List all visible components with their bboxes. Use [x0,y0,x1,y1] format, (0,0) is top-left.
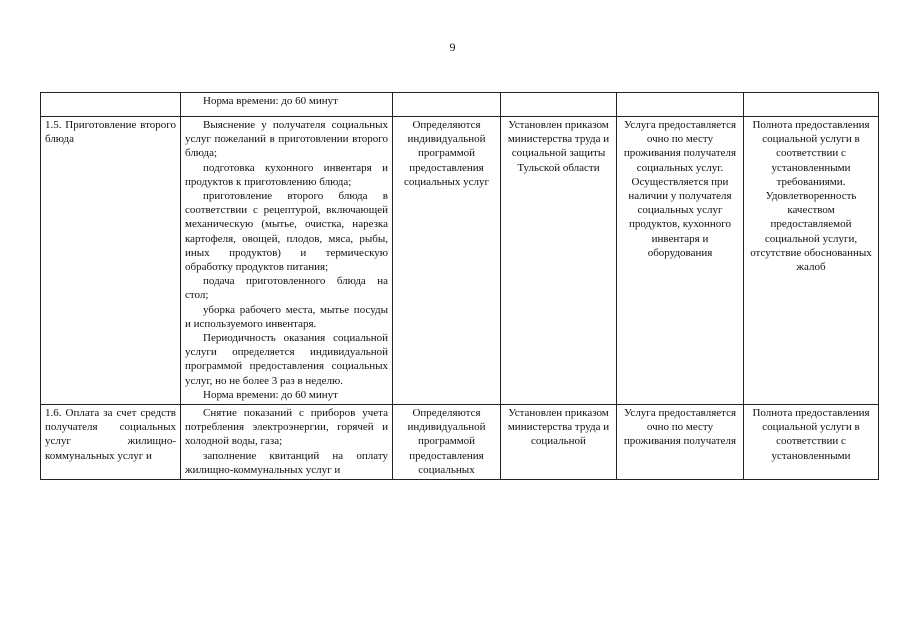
service-conditions: Услуга предоставляется очно по месту проживания получателя [617,405,744,480]
service-quality: Полнота предоставления социальной услуги в соответствии с установленными [744,405,879,480]
service-tariff: Установлен приказом министерства труда и социальной [501,405,617,480]
service-tariff: Установлен приказом министерства труда и социальной защиты Тульской области [501,117,617,405]
service-description [181,117,393,405]
cell-empty [744,93,879,117]
cell-norm [181,93,393,117]
table-row-1-5 [41,117,879,405]
description-paragraph: Периодичность оказания социальной услуги определяется индивидуальной программой предоставления социальных услуг, но не более 3 раз в неделю. [185,332,388,387]
service-conditions: Услуга предоставляется очно по месту проживания получателя социальных услуг. Осуществляется при наличии у получателя социальных услуг продуктов, кухонного инвентаря и оборудования [617,117,744,405]
norm-text: Норма времени: до 60 минут [203,95,338,107]
description-paragraph: подача приготовленного блюда на стол; [185,275,388,302]
description-paragraph: подготовка кухонного инвентаря и продуктов к приготовлению блюда; [185,161,388,188]
description-paragraph: уборка рабочего места, мытье посуды и используемого инвентаря. [185,303,388,330]
cell-empty [617,93,744,117]
service-volume: Определяются индивидуальной программой предоставления социальных услуг [393,117,501,405]
service-description [181,405,393,480]
description-paragraph: Выяснение у получателя социальных услуг пожеланий в приготовлении второго блюда; [185,119,388,160]
description-paragraph: заполнение квитанций на оплату жилищно-коммунальных услуг и [185,449,388,476]
table-row-1-6 [41,405,879,480]
description-paragraph: Снятие показаний с приборов учета потребления электроэнергии, горячей и холодной воды, газа; [185,407,388,448]
description-paragraph: приготовление второго блюда в соответствии с рецептурой, включающей механическую (мытье, очистка, нарезка картофеля, овощей, плодов, мяса, рыбы, иных продуктов) и термическую обработку продуктов питания; [185,190,388,274]
service-name: 1.5. Приготовление второго блюда [41,117,181,405]
description-paragraph: Норма времени: до 60 минут [203,388,338,401]
table-row-continuation [41,93,879,117]
page-number: 9 [449,40,456,54]
service-name: 1.6. Оплата за счет средств получателя социальных услуг жилищно-коммунальных услуг и [41,405,181,480]
services-table [40,92,879,480]
cell-empty [501,93,617,117]
service-quality: Полнота предоставления социальной услуги в соответствии с установленными требованиями. Удовлетворенность качеством предоставляемой социальной услуги, отсутствие обоснованных жалоб [744,117,879,405]
cell-empty [41,93,181,117]
service-volume: Определяются индивидуальной программой предоставления социальных [393,405,501,480]
cell-empty [393,93,501,117]
